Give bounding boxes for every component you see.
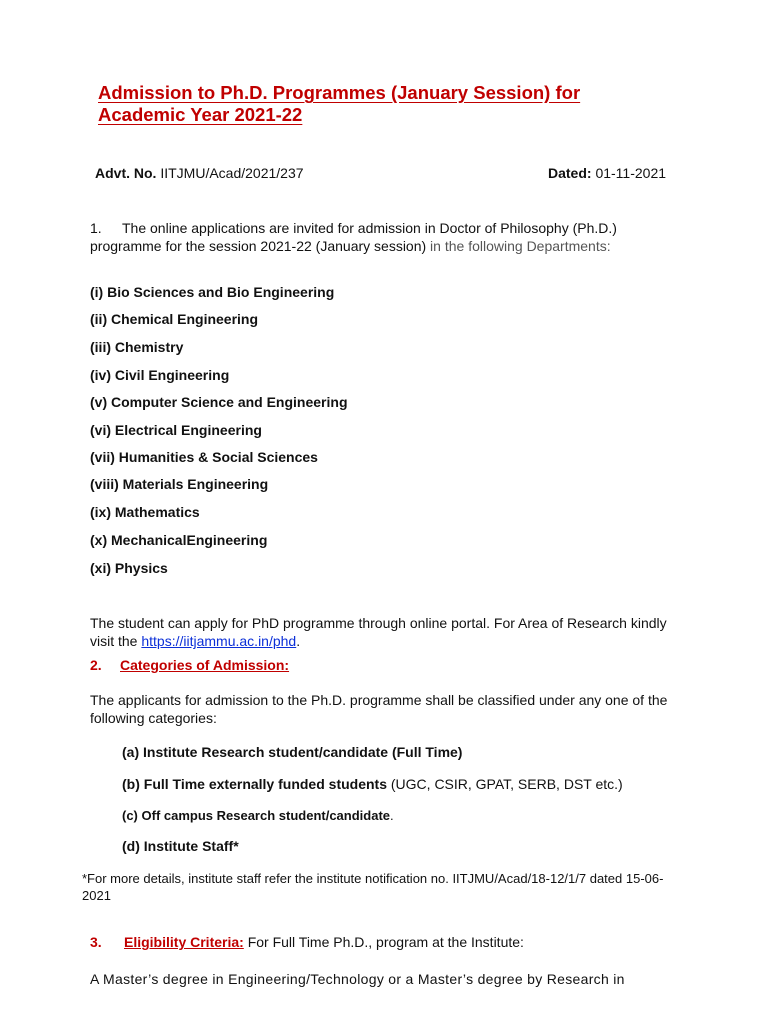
category-c — [122, 808, 394, 823]
department-item: (vii) Humanities & Social Sciences — [90, 449, 318, 465]
category-a-text: (a) Institute Research student/candidate (Full Time) — [122, 744, 463, 760]
section-2-label: Categories of Admission: — [120, 657, 290, 673]
advt-number — [95, 165, 304, 181]
section-3-rest: For Full Time Ph.D., program at the Institute: — [243, 934, 524, 950]
department-item: (vi) Electrical Engineering — [90, 422, 262, 438]
section-3-number: 3. — [90, 934, 102, 950]
category-d-text: (d) Institute Staff* — [122, 838, 239, 854]
portal-text: The student can apply for PhD programme through online portal. For Area of Research kindly visit the — [90, 615, 667, 649]
category-b-bold: (b) Full Time externally funded students — [122, 776, 387, 792]
category-c-bold: (c) Off campus Research student/candidate — [122, 808, 391, 823]
category-c-rest: . — [390, 808, 394, 823]
category-b — [122, 776, 623, 792]
intro-text: The online applications are invited for admission in Doctor of Philosophy (Ph.D.) programme for the session 2021-22 (January session) — [90, 220, 617, 254]
title-line-1: Admission to Ph.D. Programmes (January Session) for — [98, 82, 581, 103]
section-2-paragraph: The applicants for admission to the Ph.D. programme shall be classified under any one of the following categories: — [90, 692, 668, 726]
dated-label: Dated: — [548, 165, 592, 181]
intro-grey-text: in the following Departments: — [426, 238, 611, 254]
title-line-2: Academic Year 2021-22 — [98, 104, 303, 125]
dated-value: 01-11-2021 — [591, 165, 667, 181]
intro-number: 1. — [90, 220, 102, 236]
intro-paragraph — [90, 219, 680, 255]
section-2-number: 2. — [90, 657, 102, 673]
portal-suffix: . — [296, 633, 301, 649]
department-item: (iii) Chemistry — [90, 339, 184, 355]
category-a — [122, 744, 462, 760]
department-item: (iv) Civil Engineering — [90, 367, 230, 383]
department-item: (ii) Chemical Engineering — [90, 311, 259, 327]
advt-label: Advt. No. — [95, 165, 157, 181]
footnote: *For more details, institute staff refer the institute notification no. IITJMU/Acad/18-12/1/7 dated 15-06-2021 — [82, 871, 664, 903]
section-3-heading — [90, 934, 524, 950]
department-item: (ix) Mathematics — [90, 504, 200, 520]
section-3-paragraph: A Master’s degree in Engineering/Technology or a Master’s degree by Research in — [90, 971, 625, 987]
page-title — [98, 82, 698, 126]
department-item: (v) Computer Science and Engineering — [90, 394, 348, 410]
category-d — [122, 838, 239, 854]
section-2-heading — [90, 657, 289, 673]
advt-date — [548, 165, 666, 181]
department-item: (xi) Physics — [90, 560, 168, 576]
department-item: (viii) Materials Engineering — [90, 476, 269, 492]
section-3-label: Eligibility Criteria: — [124, 934, 244, 950]
department-item: (x) MechanicalEngineering — [90, 532, 268, 548]
portal-paragraph — [90, 614, 680, 650]
advt-value: IITJMU/Acad/2021/237 — [156, 165, 304, 181]
phd-portal-link[interactable]: https://iitjammu.ac.in/phd — [141, 633, 297, 649]
department-item: (i) Bio Sciences and Bio Engineering — [90, 284, 335, 300]
category-b-rest: (UGC, CSIR, GPAT, SERB, DST etc.) — [387, 776, 623, 792]
